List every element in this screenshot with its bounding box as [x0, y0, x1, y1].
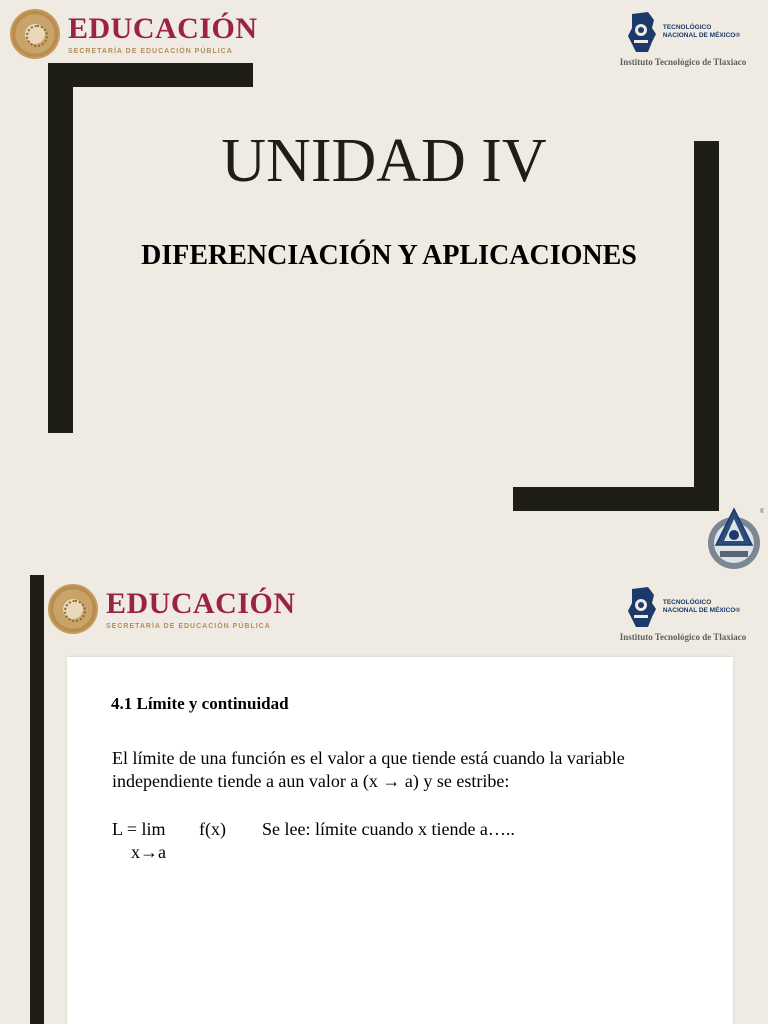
formula-function: f(x): [199, 819, 226, 839]
formula-lhs: L = lim: [112, 819, 166, 839]
sep-logo: [10, 9, 258, 59]
frame-bar-bottom-right: [513, 487, 719, 511]
sep-logo: [48, 584, 296, 634]
institute-name: Instituto Tecnológico de Tlaxiaco: [619, 632, 747, 642]
sep-logo-title: EDUCACIÓN: [106, 586, 296, 620]
definition-paragraph: El límite de una función es el valor a que tiende está cuando la variable independiente tiende a aun valor a (x → a) y se estribe:: [112, 748, 625, 791]
section-heading: 4.1 Límite y continuidad: [111, 694, 289, 713]
tecnm-name-line1: TECNOLÓGICO: [662, 24, 712, 31]
content-slide: [0, 575, 768, 1024]
tecnm-name-line2: NACIONAL DE MÉXICO®: [662, 32, 741, 39]
formula-reading: Se lee: límite cuando x tiende a…..: [262, 819, 515, 839]
mexico-seal-icon: [10, 9, 60, 59]
tecnm-name-line1: TECNOLÓGICO: [662, 599, 712, 606]
sep-logo-subtitle: SECRETARÍA DE EDUCACIÓN PÚBLICA: [106, 622, 271, 630]
frame-bar-top-left: [48, 63, 253, 87]
frame-bar-right: [694, 141, 719, 511]
formula-limit-subscript: x→a: [131, 842, 166, 862]
institute-name: Instituto Tecnológico de Tlaxiaco: [619, 57, 747, 67]
content-card: [67, 657, 733, 1024]
slide-subtitle: DIFERENCIACIÓN Y APLICACIONES: [141, 240, 637, 271]
sep-logo-subtitle: SECRETARÍA DE EDUCACIÓN PÚBLICA: [68, 47, 233, 55]
svg-text:®: ®: [760, 509, 764, 515]
frame-bar-left: [30, 575, 44, 1024]
tecnm-logo: [612, 10, 754, 67]
slide-title: UNIDAD IV: [221, 127, 547, 195]
tlaxiaco-institute-emblem-icon: [704, 505, 764, 571]
tecnm-emblem-icon: [626, 585, 658, 629]
sep-logo-title: EDUCACIÓN: [68, 11, 258, 45]
tecnm-logo: [612, 585, 754, 642]
tecnm-name-line2: NACIONAL DE MÉXICO®: [662, 607, 741, 614]
tecnm-emblem-icon: [626, 10, 658, 54]
mexico-seal-icon: [48, 584, 98, 634]
